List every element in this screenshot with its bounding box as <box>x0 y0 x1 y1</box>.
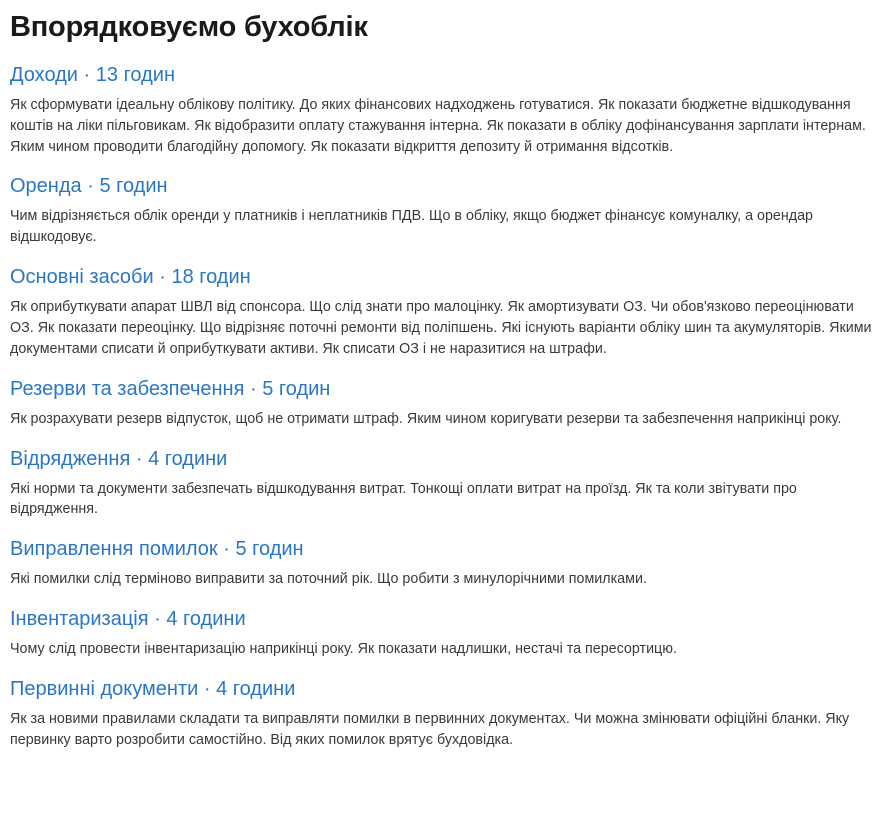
course-section <box>10 447 875 521</box>
course-section <box>10 537 875 590</box>
course-section <box>10 63 875 158</box>
section-heading-separator: · <box>250 377 257 400</box>
course-section <box>10 607 875 660</box>
section-heading[interactable] <box>10 607 875 632</box>
section-heading-text: Доходи <box>10 63 78 86</box>
section-duration: 4 години <box>216 677 296 700</box>
section-heading[interactable] <box>10 174 875 199</box>
section-heading-text: Відрядження <box>10 447 131 470</box>
section-heading-text: Виправлення помилок <box>10 538 218 561</box>
course-section <box>10 677 875 751</box>
course-section <box>10 265 875 360</box>
section-heading[interactable] <box>10 447 875 472</box>
course-section <box>10 377 875 430</box>
section-body: Як оприбуткувати апарат ШВЛ від спонсора. Що слід знати про малоцінку. Як амортизувати ОЗ. Чи обов'язково переоцінювати ОЗ. Як показати переоцінку. Що відрізняє поточні ремонти від поліпшень. Які існують варіанти обліку шин та акумуляторів. Якими документами списати й оприбуткувати активи. Як списати ОЗ і не наразитися на штрафи. <box>10 299 872 357</box>
section-heading-separator: · <box>154 608 161 631</box>
section-body: Які норми та документи забезпечать відшкодування витрат. Тонкощі оплати витрат на проїзд. Як та коли звітувати про відрядження. <box>10 480 797 518</box>
section-heading-text: Резерви та забезпечення <box>10 377 245 400</box>
section-heading-text: Основні засоби <box>10 266 154 289</box>
section-body: Чому слід провести інвентаризацію наприкінці року. Як показати надлишки, нестачі та пересортицю. <box>10 641 677 658</box>
section-heading-separator: · <box>159 266 166 289</box>
section-heading[interactable] <box>10 265 875 290</box>
course-section <box>10 174 875 248</box>
section-body: Які помилки слід терміново виправити за поточний рік. Що робити з минулорічними помилками. <box>10 571 647 588</box>
section-duration: 5 годин <box>99 175 168 198</box>
section-heading-text: Первинні документи <box>10 677 199 700</box>
section-heading-text: Інвентаризація <box>10 608 149 631</box>
section-heading-separator: · <box>87 175 94 198</box>
section-body: Чим відрізняється облік оренди у платників і неплатників ПДВ. Що в обліку, якщо бюджет фінансує комуналку, а орендар відшкодовує. <box>10 208 813 246</box>
section-heading-separator: · <box>203 677 211 700</box>
section-heading[interactable] <box>10 377 875 402</box>
page-title: Впорядковуємо бухоблік <box>10 11 368 43</box>
section-heading[interactable] <box>10 537 875 562</box>
section-body: Як розрахувати резерв відпусток, щоб не отримати штраф. Яким чином коригувати резерви та забезпечення наприкінці року. <box>10 410 842 427</box>
section-duration: 4 години <box>148 447 228 470</box>
section-heading-separator: · <box>83 63 91 86</box>
section-duration: 5 годин <box>235 538 304 561</box>
section-body: Як сформувати ідеальну облікову політику. До яких фінансових надходжень готуватися. Як показати бюджетне відшкодування коштів на ліки пільговикам. Як відобразити оплату стажування інтерна. Як показати в обліку дофінансування зарплати інтернам. Яким чином проводити благодійну допомогу. Як показати відкриття депозиту й отримання відсотків. <box>10 96 866 155</box>
section-heading-separator: · <box>223 538 230 561</box>
section-heading-separator: · <box>135 447 143 470</box>
section-duration: 5 годин <box>262 377 331 400</box>
section-heading-text: Оренда <box>10 175 82 198</box>
section-body: Як за новими правилами складати та виправляти помилки в первинних документах. Чи можна змінювати офіційні бланки. Яку первинку варто розробити самостійно. Від яких помилок врятує бухдовідка. <box>10 710 850 748</box>
section-heading[interactable] <box>10 677 875 702</box>
section-duration: 4 години <box>166 608 246 631</box>
section-duration: 13 годин <box>95 63 175 86</box>
section-heading[interactable] <box>10 63 875 88</box>
section-duration: 18 годин <box>171 266 251 289</box>
